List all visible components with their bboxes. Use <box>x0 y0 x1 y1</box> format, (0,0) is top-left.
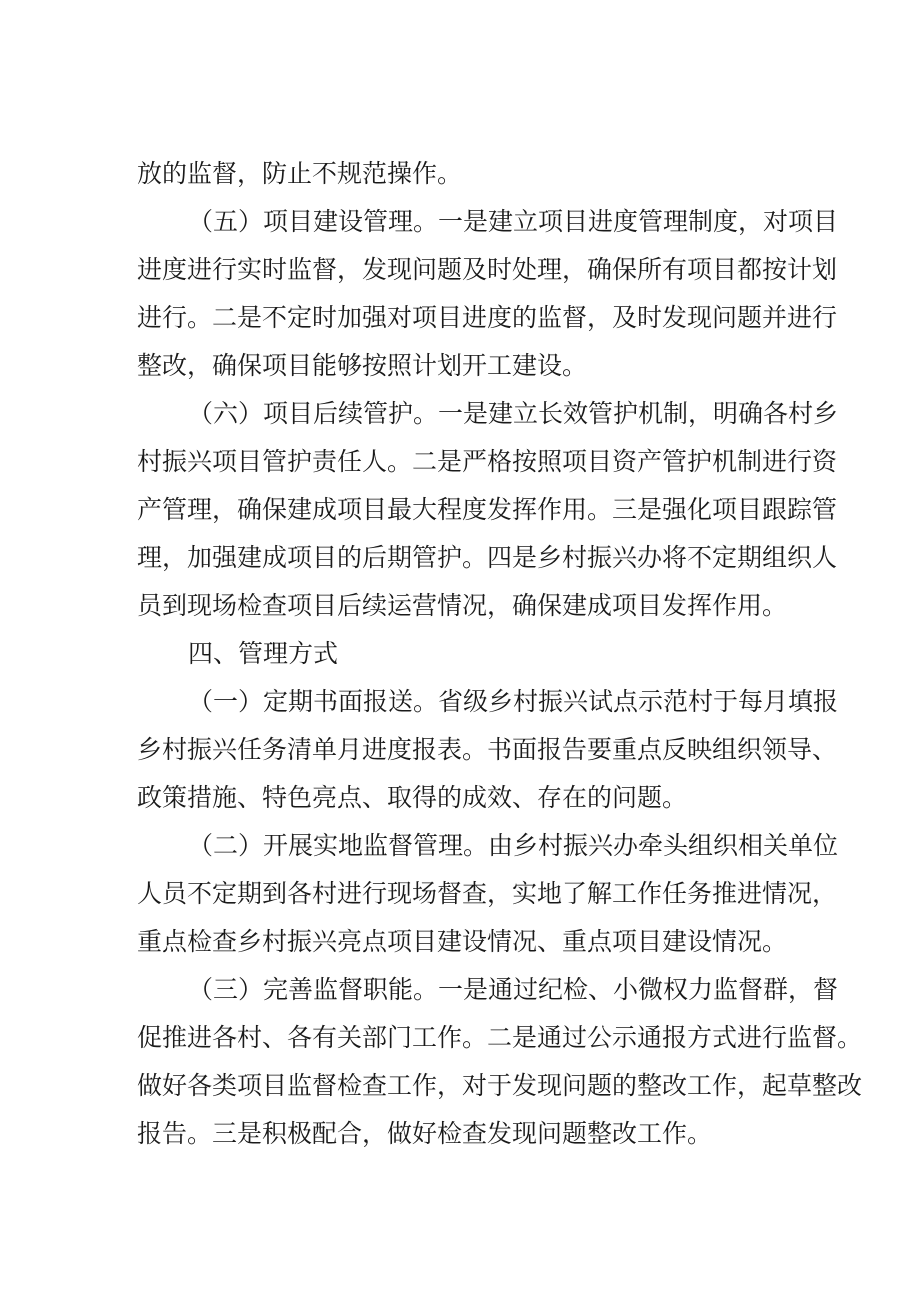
text-line: 理，加强建成项目的后期管护。四是乡村振兴办将不定期组织人 <box>137 543 838 572</box>
text-line: 重点检查乡村振兴亮点项目建设情况、重点项目建设情况。 <box>137 927 788 956</box>
text-line: 促推进各村、各有关部门工作。二是通过公示通报方式进行监督。 <box>137 1023 863 1052</box>
text-line: 整改，确保项目能够按照计划开工建设。 <box>137 351 588 380</box>
text-line: 进行。二是不定时加强对项目进度的监督，及时发现问题并进行 <box>137 303 838 332</box>
heading-item-1: （一）定期书面报送。省级乡村振兴试点示范村于每月填报 <box>188 687 839 716</box>
text-line: 村振兴项目管护责任人。二是严格按照项目资产管护机制进行资 <box>137 447 838 476</box>
heading-item-6: （六）项目后续管护。一是建立长效管护机制，明确各村乡 <box>188 399 839 428</box>
heading-item-3: （三）完善监督职能。一是通过纪检、小微权力监督群，督 <box>188 975 839 1004</box>
text-line: 进度进行实时监督，发现问题及时处理，确保所有项目都按计划 <box>137 255 838 284</box>
text-line: 做好各类项目监督检查工作，对于发现问题的整改工作，起草整改 <box>137 1071 863 1100</box>
section-heading: 四、管理方式 <box>188 639 339 668</box>
text-line: 政策措施、特色亮点、取得的成效、存在的问题。 <box>137 783 688 812</box>
text-line: 报告。三是积极配合，做好检查发现问题整改工作。 <box>137 1119 713 1148</box>
heading-item-5: （五）项目建设管理。一是建立项目进度管理制度，对项目 <box>188 207 839 236</box>
text-line: 产管理，确保建成项目最大程度发挥作用。三是强化项目跟踪管 <box>137 495 838 524</box>
text-line: 人员不定期到各村进行现场督查，实地了解工作任务推进情况， <box>137 879 838 908</box>
text-line: 乡村振兴任务清单月进度报表。书面报告要重点反映组织领导、 <box>137 735 838 764</box>
heading-item-2: （二）开展实地监督管理。由乡村振兴办牵头组织相关单位 <box>188 831 839 860</box>
text-line: 员到现场检查项目后续运营情况，确保建成项目发挥作用。 <box>137 591 788 620</box>
text-line: 放的监督，防止不规范操作。 <box>137 159 463 188</box>
